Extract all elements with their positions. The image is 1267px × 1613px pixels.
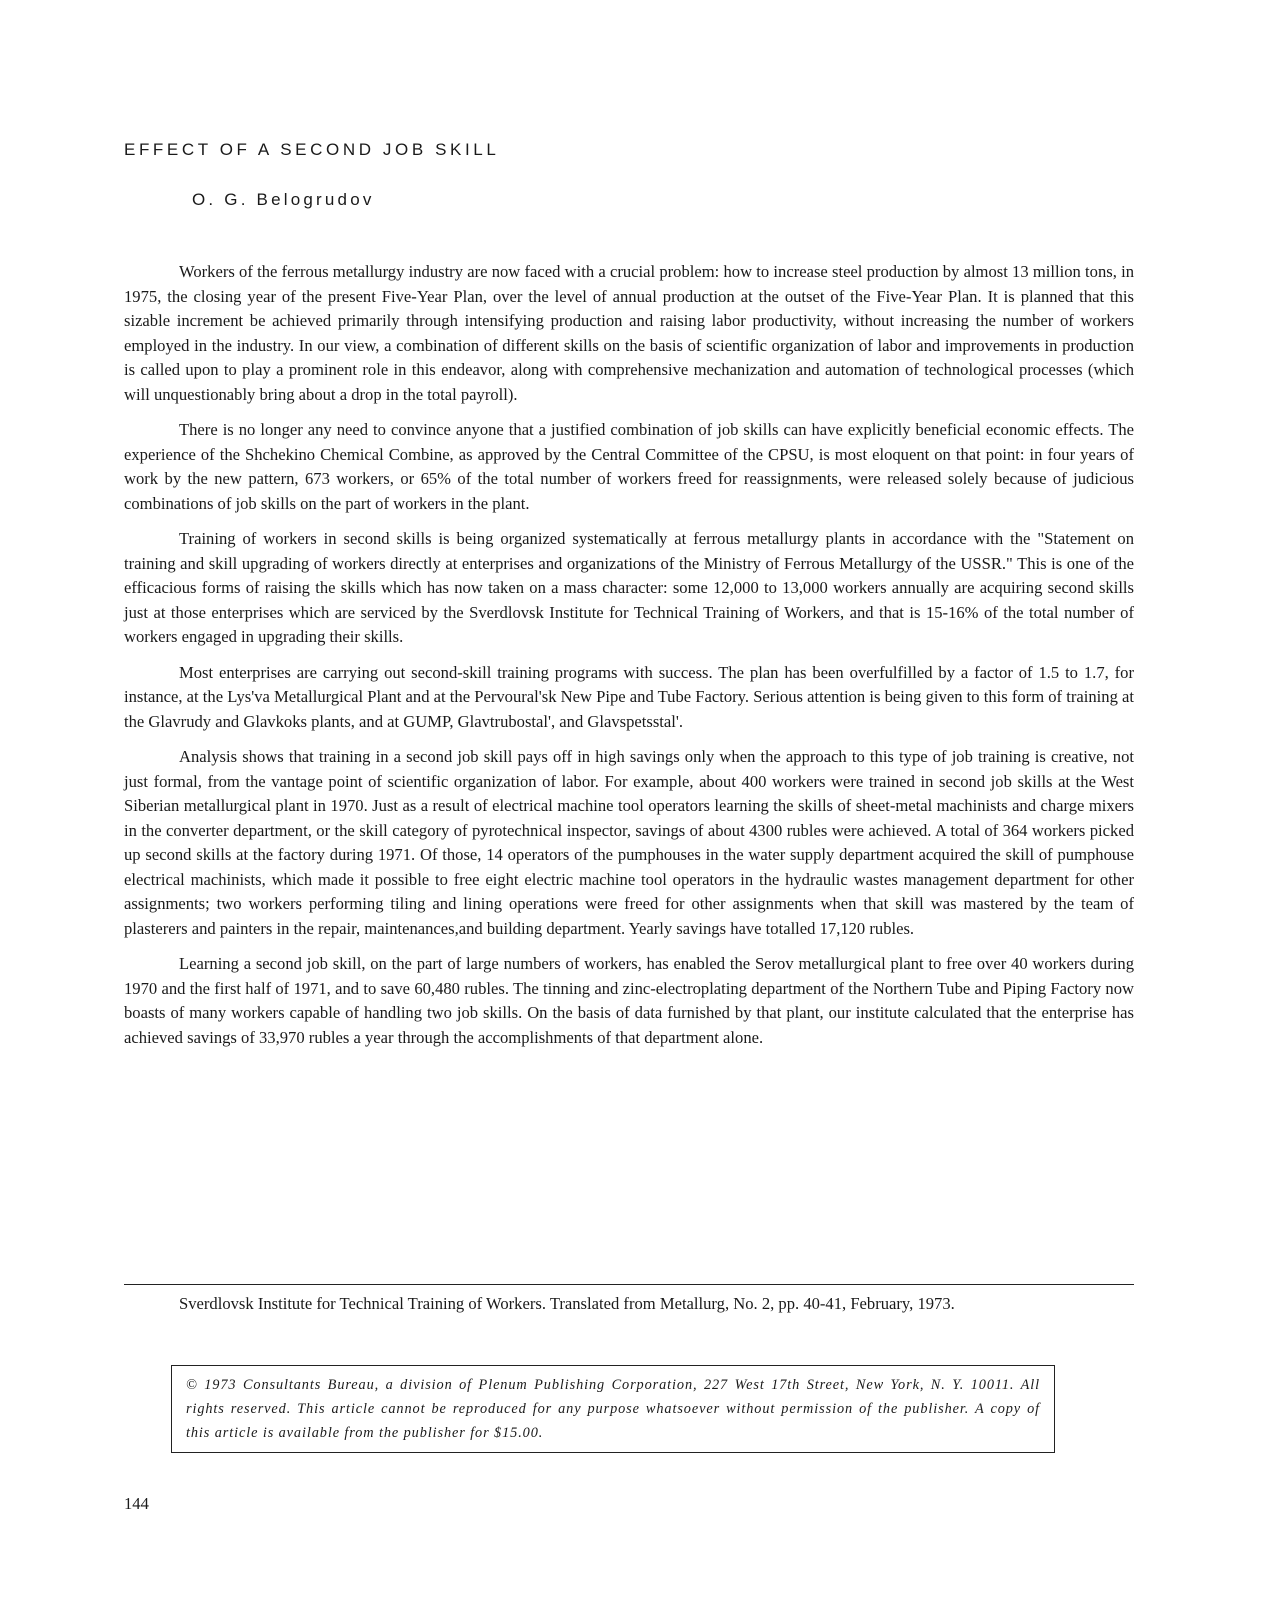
page-number: 144	[124, 1494, 149, 1513]
footnote-divider	[124, 1284, 1134, 1285]
body-paragraph: Workers of the ferrous metallurgy industry are now faced with a crucial problem: how to increase steel production by almost 13 million tons, in 1975, the closing year of the present Five-Year Plan, over the level of annual production at the outset of the Five-Year Plan. It is planned that this sizable increment be achieved primarily through intensifying production and raising labor productivity, without increasing the number of workers employed in the industry. In our view, a combination of different skills on the basis of scientific organization of labor and improvements in production is called upon to play a prominent role in this endeavor, along with comprehensive mechanization and automation of technological processes (which will unquestionably bring about a drop in the total payroll).	[124, 262, 1134, 404]
article-body	[124, 260, 1134, 1061]
body-paragraph: Analysis shows that training in a second job skill pays off in high savings only when the approach to this type of job training is creative, not just formal, from the vantage point of scientific organization of labor. For example, about 400 workers were trained in second job skills at the West Siberian metallurgical plant in 1970. Just as a result of electrical machine tool operators learning the skills of sheet-metal machinists and charge mixers in the converter department, or the skill category of pyrotechnical inspector, savings of about 4300 rubles were achieved. A total of 364 workers picked up second skills at the factory during 1971. Of those, 14 operators of the pumphouses in the water supply department acquired the skill of pumphouse electrical machinists, which made it possible to free eight electric machine tool operators in the hydraulic wastes management department for other assignments; two workers performing tiling and lining operations were freed for other assignments when that skill was mastered by the team of plasterers and painters in the repair, maintenances,and building department. Yearly savings have totalled 17,120 rubles.	[124, 747, 1134, 938]
affiliation-footnote: Sverdlovsk Institute for Technical Training of Workers. Translated from Metallurg, No. 2, pp. 40-41, February, 1973.	[179, 1294, 955, 1313]
body-paragraph: Learning a second job skill, on the part of large numbers of workers, has enabled the Serov metallurgical plant to free over 40 workers during 1970 and the first half of 1971, and to save 60,480 rubles. The tinning and zinc-electroplating department of the Northern Tube and Piping Factory now boasts of many workers capable of handling two job skills. On the basis of data furnished by that plant, our institute calculated that the enterprise has achieved savings of 33,970 rubles a year through the accomplishments of that department alone.	[124, 954, 1134, 1047]
copyright-notice: © 1973 Consultants Bureau, a division of Plenum Publishing Corporation, 227 West 17th Street, New York, N. Y. 10011. All rights reserved. This article cannot be reproduced for any purpose whatsoever without permission of the publisher. A copy of this article is available from the publisher for $15.00.	[171, 1365, 1055, 1453]
body-paragraph: Most enterprises are carrying out second-skill training programs with success. The plan has been overfulfilled by a factor of 1.5 to 1.7, for instance, at the Lys'va Metallurgical Plant and at the Pervoural'sk New Pipe and Tube Factory. Serious attention is being given to this form of training at the Glavrudy and Glavkoks plants, and at GUMP, Glavtrubostal', and Glavspetsstal'.	[124, 662, 1134, 731]
body-paragraph: Training of workers in second skills is being organized systematically at ferrous metallurgy plants in accordance with the "Statement on training and skill upgrading of workers directly at enterprises and organizations of the Ministry of Ferrous Metallurgy of the USSR." This is one of the efficacious forms of raising the skills which has now taken on a mass character: some 12,000 to 13,000 workers annually are acquiring second skills just at those enterprises which are serviced by the Sverdlovsk Institute for Technical Training of Workers, and that is 15-16% of the total number of workers engaged in upgrading their skills.	[124, 529, 1134, 646]
body-paragraph: There is no longer any need to convince anyone that a justified combination of job skills can have explicitly beneficial economic effects. The experience of the Shchekino Chemical Combine, as approved by the Central Committee of the CPSU, is most eloquent on that point: in four years of work by the new pattern, 673 workers, or 65% of the total number of workers freed for reassignments, were released solely because of judicious combinations of job skills on the part of workers in the plant.	[124, 420, 1134, 513]
article-title: EFFECT OF A SECOND JOB SKILL	[124, 140, 500, 159]
article-author: O. G. Belogrudov	[192, 190, 375, 209]
